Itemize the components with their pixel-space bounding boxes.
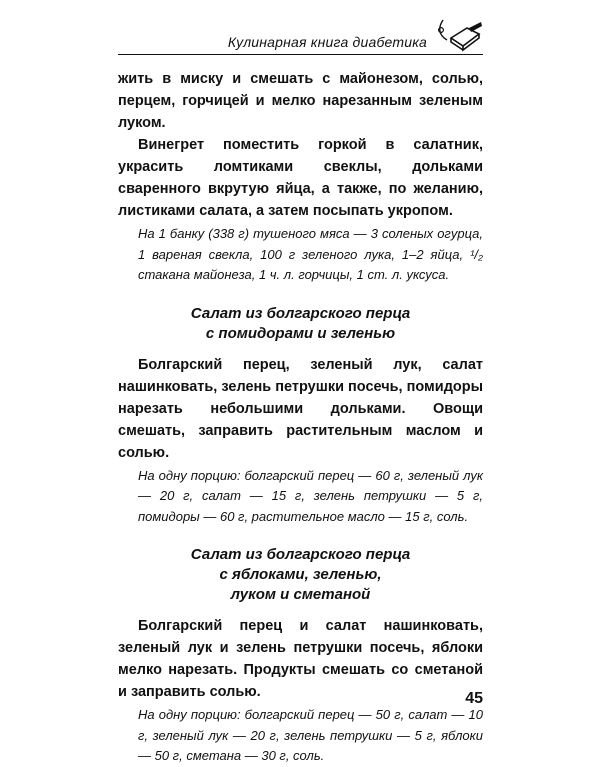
running-header xyxy=(118,16,483,58)
book-page xyxy=(118,16,483,763)
recipe-1-title-line-1: Салат из болгарского перца xyxy=(190,304,411,322)
recipe-2-title-line-3: луком и сметаной xyxy=(230,586,371,603)
recipe-2-title-line-2: с яблоками, зеленью, xyxy=(219,566,382,583)
intro-ingredients: На 1 банку (338 г) тушеного мяса — 3 соленых огурца, 1 вареная свекла, 100 г зеленого лука, 1–2 яйца, ¹/₂ стакана майонеза, 1 ч. л. горчицы, 1 ст. л. уксуса. xyxy=(138,226,483,282)
book-pen-icon xyxy=(429,16,483,56)
recipe-2-text: Болгарский перец и салат нашинковать, зеленый лук и зелень петрушки посечь, яблоки мелко нарезать. Продукты смешать со сметаной и заправить солью. xyxy=(118,618,483,700)
intro-section xyxy=(118,68,483,222)
recipe-1-title-line-2: с помидорами и зеленью xyxy=(205,324,396,342)
book-title: Кулинарная книга диабетика xyxy=(227,34,427,50)
recipe-1-text: Болгарский перец, зеленый лук, салат нашинковать, зелень петрушки посечь, помидоры нарезать небольшими дольками. Овощи смешать, заправить растительным маслом и солью. xyxy=(118,356,483,461)
recipe-1-section xyxy=(118,354,483,464)
intro-paragraph-1: жить в миску и смешать с майонезом, солью, перцем, горчицей и мелко нарезанным зеленым луком. xyxy=(118,71,483,131)
recipe-2-section xyxy=(118,615,483,703)
page-number: 45 xyxy=(465,690,483,707)
recipe-1-ingredients: На одну порцию: болгарский перец — 60 г, зеленый лук — 20 г, салат — 15 г, зелень петрушки — 5 г, помидоры — 60 г, растительное масло — 15 г, соль. xyxy=(138,467,483,524)
recipe-2-title-line-1: Салат из болгарского перца xyxy=(190,546,411,563)
recipe-2-title xyxy=(118,545,483,605)
recipe-2-ingredients: На одну порцию: болгарский перец — 50 г, салат — 10 г, зеленый лук — 20 г, зелень петрушки — 5 г, яблоки — 50 г, сметана — 30 г, соль. xyxy=(138,707,483,763)
header-rule xyxy=(118,54,483,55)
recipe-1-title xyxy=(118,304,483,344)
intro-paragraph-2: Винегрет поместить горкой в салатник, украсить ломтиками свеклы, дольками сваренного вкрутую яйца, а также, по желанию, листиками салата, а затем посыпать укропом. xyxy=(118,137,483,219)
